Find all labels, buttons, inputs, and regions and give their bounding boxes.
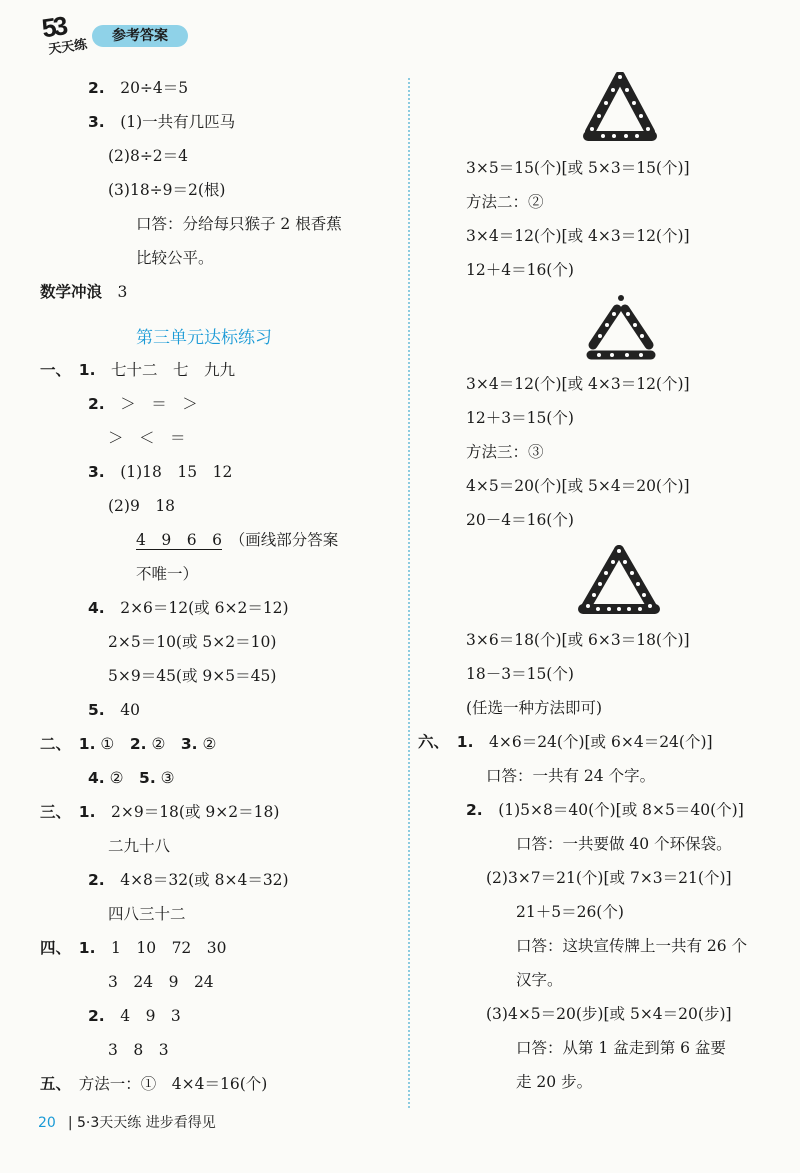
answer-line: 3 8 3 [108,1041,169,1059]
answer-line: 3 24 9 24 [108,973,214,991]
page-number: 20 [38,1115,56,1131]
answer-line: 五、 方法一：① 4×4＝16(个) [40,1075,268,1093]
triangle-figure-2 [583,293,659,363]
answer-line: 汉字。 [516,971,563,989]
answer-line: 2. 4×8＝32(或 8×4＝32) [88,871,289,889]
answer-line: 12＋3＝15(个) [466,409,574,427]
page-footer: 20 | 5·3天天练 进步看得见 [38,1115,216,1131]
brand-logo [39,10,96,58]
slogan: 进步看得见 [145,1115,216,1131]
answer-line: 2×5＝10(或 5×2＝10) [108,633,277,651]
answer-line: 四八三十二 [108,905,186,923]
answer-line: 三、 1. 2×9＝18(或 9×2＝18) [40,803,280,821]
answer-line: 2. ＞ ＝ ＞ [88,395,198,413]
answer-line: 四、 1. 1 10 72 30 [40,939,227,957]
answer-line: 二九十八 [108,837,171,855]
section-title: 第三单元达标练习 [136,328,272,348]
answer-line: 口答：分给每只猴子 2 根香蕉 [136,215,342,233]
series-name: 5·3天天练 [77,1115,142,1131]
logo-number: 53 [39,10,67,44]
answer-line: 2. (1)5×8＝40(个)[或 8×5＝40(个)] [466,801,744,819]
answer-line: 方法二：② [466,193,544,211]
answer-line: 2. 20÷4＝5 [88,79,189,97]
underlined-answer: 4 9 6 6 [136,531,222,549]
answer-line: 3×6＝18(个)[或 6×3＝18(个)] [466,631,690,649]
answer-line: 方法三：③ [466,443,544,461]
answer-line: (2)8÷2＝4 [108,147,189,165]
answer-line: 数学冲浪 3 [40,283,128,301]
answer-line: (3)4×5＝20(步)[或 5×4＝20(步)] [486,1005,732,1023]
answer-line: (2)9 18 [108,497,176,515]
triangle-figure-1 [580,72,660,144]
answer-line: 2. 4 9 3 [88,1007,181,1025]
answer-line: 5×9＝45(或 9×5＝45) [108,667,277,685]
answer-line: 二、 1. ① 2. ② 3. ② [40,735,217,753]
answer-line: 20－4＝16(个) [466,511,574,529]
triangle-figure-3 [576,545,662,617]
answer-line: 4×5＝20(个)[或 5×4＝20(个)] [466,477,690,495]
answer-line: 4. 2×6＝12(或 6×2＝12) [88,599,289,617]
answer-line: 12＋4＝16(个) [466,261,574,279]
answer-line: 3×4＝12(个)[或 4×3＝12(个)] [466,375,690,393]
answer-line: (任选一种方法即可) [466,699,603,717]
answer-line: 5. 40 [88,701,140,719]
answer-key-tag: 参考答案 [92,25,188,47]
answer-line: 口答：这块宣传牌上一共有 26 个 [516,937,748,955]
answer-line: 口答：一共有 24 个字。 [486,767,656,785]
answer-line: 18－3＝15(个) [466,665,574,683]
answer-line: 六、 1. 4×6＝24(个)[或 6×4＝24(个)] [418,733,713,751]
answer-line: 4. ② 5. ③ [88,769,175,787]
answer-line: 3. (1)18 15 12 [88,463,233,481]
answer-line: 一、 1. 七十二 七 九九 [40,361,235,379]
answer-line: 比较公平。 [136,249,214,267]
logo-text: 天天练 [47,37,89,58]
answer-line: 21＋5＝26(个) [516,903,624,921]
answer-line: ＞ ＜ ＝ [108,429,186,447]
answer-line: 不唯一） [136,565,199,583]
answer-line: 走 20 步。 [516,1073,593,1091]
answer-line: (2)3×7＝21(个)[或 7×3＝21(个)] [486,869,732,887]
answer-line: 口答：一共要做 40 个环保袋。 [516,835,732,853]
column-divider [408,78,410,1108]
answer-line: 4 9 6 6 （画线部分答案 [136,531,339,549]
answer-line: 3×4＝12(个)[或 4×3＝12(个)] [466,227,690,245]
answer-line: 3×5＝15(个)[或 5×3＝15(个)] [466,159,690,177]
answer-line: (3)18÷9＝2(根) [108,181,226,199]
answer-line: 口答：从第 1 盆走到第 6 盆要 [516,1039,726,1057]
answer-line: 3. (1)一共有几匹马 [88,113,236,131]
